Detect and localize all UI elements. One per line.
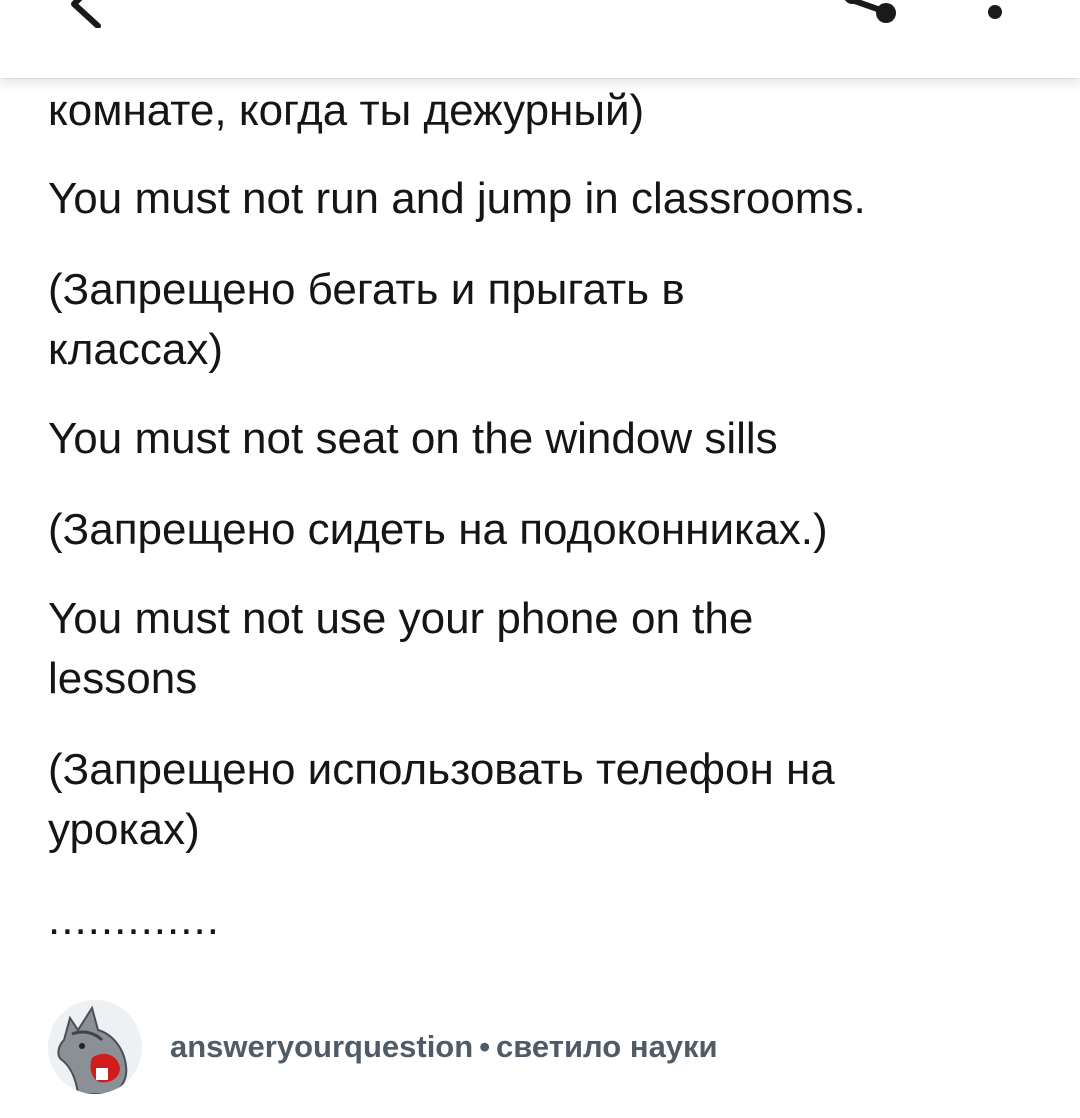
author-row[interactable]	[48, 1000, 718, 1094]
more-vertical-icon[interactable]	[978, 0, 1012, 26]
author-rank: светило науки	[496, 1029, 718, 1064]
answer-ellipsis: .............	[48, 895, 220, 944]
author-name[interactable]: answeryourquestion	[170, 1029, 474, 1064]
avatar[interactable]	[48, 1000, 142, 1094]
answer-line: комнате, когда ты дежурный)	[48, 86, 645, 135]
answer-line: You must not run and jump in classrooms.	[48, 174, 866, 223]
answer-line: lessons	[48, 654, 198, 703]
answer-line: (Запрещено бегать и прыгать в	[48, 265, 685, 314]
author-info[interactable]	[170, 1029, 718, 1065]
answer-line: уроках)	[48, 805, 200, 854]
share-icon[interactable]	[838, 0, 904, 28]
author-separator: •	[479, 1029, 491, 1064]
answer-line: (Запрещено сидеть на подоконниках.)	[48, 505, 828, 554]
horse-avatar-icon	[48, 1000, 142, 1094]
chevron-left-icon[interactable]	[62, 0, 112, 28]
answer-line: You must not use your phone on the	[48, 594, 754, 643]
answer-line: (Запрещено использовать телефон на	[48, 745, 835, 794]
answer-line: классах)	[48, 325, 224, 374]
answer-line: You must not seat on the window sills	[48, 414, 778, 463]
top-app-bar	[0, 0, 1080, 78]
